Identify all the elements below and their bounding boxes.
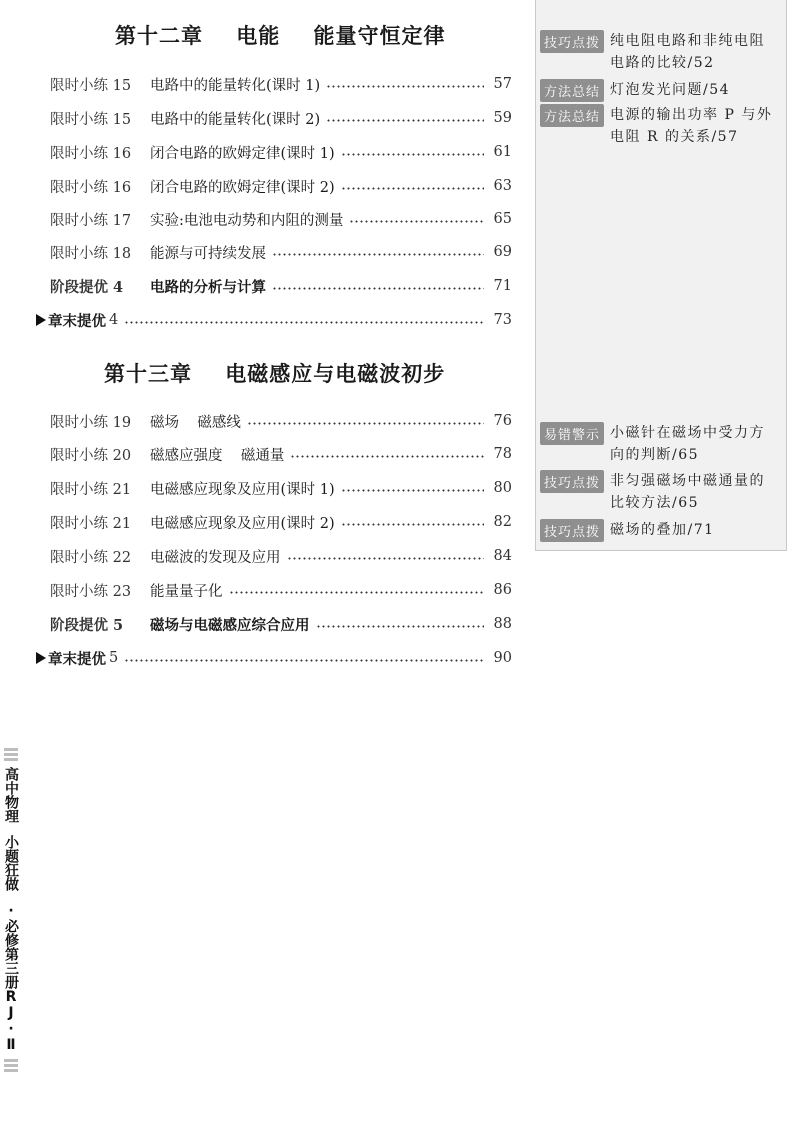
toc-entry[interactable] (50, 442, 512, 466)
toc-entry[interactable] (50, 409, 512, 433)
entry-title: 电磁感应现象及应用(课时 2) (150, 515, 335, 532)
entry-title: 电路中的能量转化(课时 1) (150, 77, 321, 94)
toc-entry[interactable] (50, 476, 512, 500)
tip-tag: 易错警示 (540, 422, 604, 445)
entry-number: 限时小练 17 (50, 212, 132, 229)
entry-number: 限时小练 21 (50, 481, 132, 498)
entry-page: 65 (493, 211, 512, 227)
tip-tag: 方法总结 (540, 104, 604, 127)
leader-dots (349, 220, 484, 223)
entry-page: 80 (493, 480, 512, 496)
leader-dots (287, 557, 485, 560)
toc-entry[interactable] (50, 207, 512, 231)
leader-dots (272, 253, 484, 256)
entry-title: 能量量子化 (150, 583, 223, 600)
review-label: 章末提优 (48, 651, 106, 668)
entry-page: 82 (493, 514, 512, 530)
stage-number: 阶段提优 4 (50, 278, 124, 296)
tip-text: 磁场的叠加/71 (610, 522, 715, 538)
entry-page: 78 (493, 446, 512, 462)
review-number: 4 (109, 312, 119, 328)
toc-entry[interactable] (50, 106, 512, 130)
entry-page: 61 (493, 144, 512, 160)
entry-number: 限时小练 15 (50, 77, 132, 94)
leader-dots (124, 321, 484, 324)
toc-entry[interactable] (50, 510, 512, 534)
tip-item[interactable] (540, 104, 774, 148)
leader-dots (290, 455, 484, 458)
tip-tag: 技巧点拨 (540, 30, 604, 53)
entry-number: 限时小练 22 (50, 549, 132, 566)
entry-page: 76 (493, 413, 512, 429)
review-number: 5 (109, 650, 119, 666)
entry-page: 57 (493, 76, 512, 92)
entry-title: 电磁感应现象及应用(课时 1) (150, 481, 335, 498)
spine-volume: ·必修第三册RJ·Ⅱ (3, 903, 19, 1053)
entry-number: 限时小练 15 (50, 111, 132, 128)
stage-entry[interactable] (50, 274, 512, 298)
tip-item[interactable] (540, 422, 774, 466)
entry-number: 限时小练 16 (50, 179, 132, 196)
leader-dots (341, 187, 484, 190)
review-page: 90 (493, 650, 512, 666)
entry-number: 限时小练 21 (50, 515, 132, 532)
leader-dots (124, 659, 484, 662)
leader-dots (341, 153, 484, 156)
tip-item[interactable] (540, 519, 774, 542)
toc-entry[interactable] (50, 72, 512, 96)
entry-page: 84 (493, 548, 512, 564)
tip-text: 非匀强磁场中磁通量的比较方法/65 (610, 473, 766, 511)
entry-number: 限时小练 16 (50, 145, 132, 162)
tip-item[interactable] (540, 30, 774, 74)
entry-page: 69 (493, 244, 512, 260)
entry-number: 限时小练 23 (50, 583, 132, 600)
tip-text: 电源的输出功率 P 与外电阻 R 的关系/57 (610, 107, 773, 145)
entry-number: 限时小练 18 (50, 245, 132, 262)
toc-entry[interactable] (50, 544, 512, 568)
leader-dots (326, 119, 484, 122)
spine-subject: 高中物理 (3, 767, 19, 823)
chapter-13-title: 第十三章 电磁感应与电磁波初步 (104, 362, 446, 386)
entry-title: 电磁波的发现及应用 (150, 549, 281, 566)
stage-entry[interactable] (50, 612, 512, 636)
entry-page: 86 (493, 582, 512, 598)
tip-text: 灯泡发光问题/54 (610, 82, 731, 98)
review-entry[interactable] (36, 646, 512, 670)
entry-number: 限时小练 19 (50, 414, 132, 431)
entry-number: 限时小练 20 (50, 447, 132, 464)
tip-tag: 技巧点拨 (540, 470, 604, 493)
entry-page: 59 (493, 110, 512, 126)
review-entry[interactable] (36, 308, 512, 332)
review-page: 73 (493, 312, 512, 328)
tip-text: 小磁针在磁场中受力方向的判断/65 (610, 425, 766, 463)
tip-tag: 方法总结 (540, 79, 604, 102)
stage-number: 阶段提优 5 (50, 616, 124, 634)
tip-item[interactable] (540, 79, 774, 102)
leader-dots (341, 489, 484, 492)
tip-tag: 技巧点拨 (540, 519, 604, 542)
entry-title: 闭合电路的欧姆定律(课时 2) (150, 179, 335, 196)
review-label: 章末提优 (48, 313, 106, 330)
leader-dots (247, 422, 484, 425)
entry-title: 闭合电路的欧姆定律(课时 1) (150, 145, 335, 162)
entry-title: 磁感应强度 磁通量 (150, 447, 285, 464)
entry-title: 磁场 磁感线 (150, 414, 241, 431)
leader-dots (316, 625, 485, 628)
book-spine (0, 748, 22, 1126)
entry-page: 63 (493, 178, 512, 194)
spine-bars-bottom (4, 1059, 18, 1072)
triangle-marker-icon (36, 314, 46, 326)
toc-entry[interactable] (50, 174, 512, 198)
stage-title: 电路的分析与计算 (150, 278, 266, 296)
leader-dots (272, 287, 484, 290)
stage-page: 71 (493, 278, 512, 294)
stage-title: 磁场与电磁感应综合应用 (150, 616, 310, 634)
entry-title: 电路中的能量转化(课时 2) (150, 111, 321, 128)
toc-entry[interactable] (50, 240, 512, 264)
entry-title: 实验:电池电动势和内阻的测量 (150, 212, 344, 229)
tip-text: 纯电阻电路和非纯电阻电路的比较/52 (610, 33, 766, 71)
leader-dots (341, 523, 484, 526)
chapter-12-title: 第十二章 电能 能量守恒定律 (115, 24, 446, 48)
entry-title: 能源与可持续发展 (150, 245, 266, 262)
leader-dots (326, 85, 484, 88)
spine-series: 小题狂做 (3, 835, 19, 891)
toc-entry[interactable] (50, 578, 512, 602)
triangle-marker-icon (36, 652, 46, 664)
toc-entry[interactable] (50, 140, 512, 164)
tip-item[interactable] (540, 470, 774, 514)
stage-page: 88 (493, 616, 512, 632)
leader-dots (229, 591, 485, 594)
spine-bars-top (4, 748, 18, 761)
